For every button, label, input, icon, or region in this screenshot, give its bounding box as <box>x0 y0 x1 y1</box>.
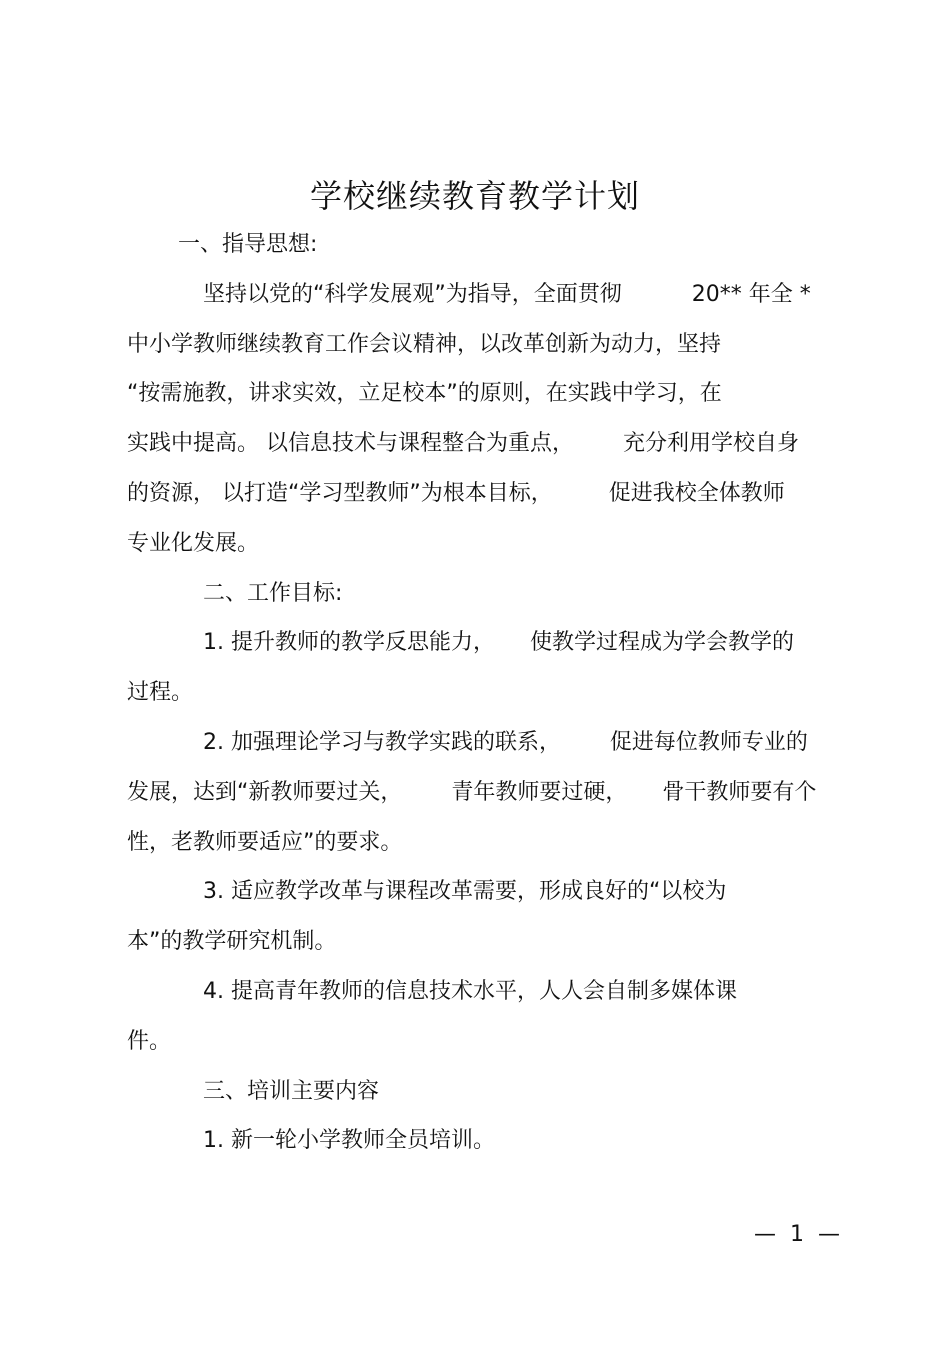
section-heading-work-goals: 二、工作目标: <box>203 581 343 606</box>
paragraph-line: 中小学教师继续教育工作会议精神，以改革创新为动力，坚持 <box>127 332 722 357</box>
list-item: 2. 加强理论学习与教学实践的联系， 促进每位教师专业的 <box>203 730 808 755</box>
paragraph-line: 坚持以党的“科学发展观”为指导，全面贯彻 20** 年全 * <box>203 282 811 307</box>
page-number: — 1 — <box>754 1222 840 1247</box>
paragraph-line: 专业化发展。 <box>127 531 260 556</box>
paragraph-line: 件。 <box>127 1029 172 1054</box>
paragraph-line: 实践中提高。 以信息技术与课程整合为重点， 充分利用学校自身 <box>127 431 799 456</box>
paragraph-line: 本”的教学研究机制。 <box>127 929 337 954</box>
section-heading-training-content: 三、培训主要内容 <box>203 1079 380 1104</box>
paragraph-line: 发展，达到“新教师要过关， 青年教师要过硬， 骨干教师要有个 <box>127 780 817 805</box>
paragraph-line: 性，老教师要适应”的要求。 <box>127 830 403 855</box>
paragraph-line: “按需施教，讲求实效，立足校本”的原则，在实践中学习，在 <box>127 381 722 406</box>
document-title: 学校继续教育教学计划 <box>309 177 640 215</box>
list-item: 4. 提高青年教师的信息技术水平，人人会自制多媒体课 <box>203 979 737 1004</box>
list-item: 1. 提升教师的教学反思能力， 使教学过程成为学会教学的 <box>203 630 794 655</box>
list-item: 3. 适应教学改革与课程改革需要，形成良好的“以校为 <box>203 879 727 904</box>
paragraph-line: 的资源， 以打造“学习型教师”为根本目标， 促进我校全体教师 <box>127 481 785 506</box>
paragraph-line: 过程。 <box>127 680 194 705</box>
list-item: 1. 新一轮小学教师全员培训。 <box>203 1128 495 1153</box>
section-heading-guiding-ideology: 一、指导思想: <box>178 232 318 257</box>
